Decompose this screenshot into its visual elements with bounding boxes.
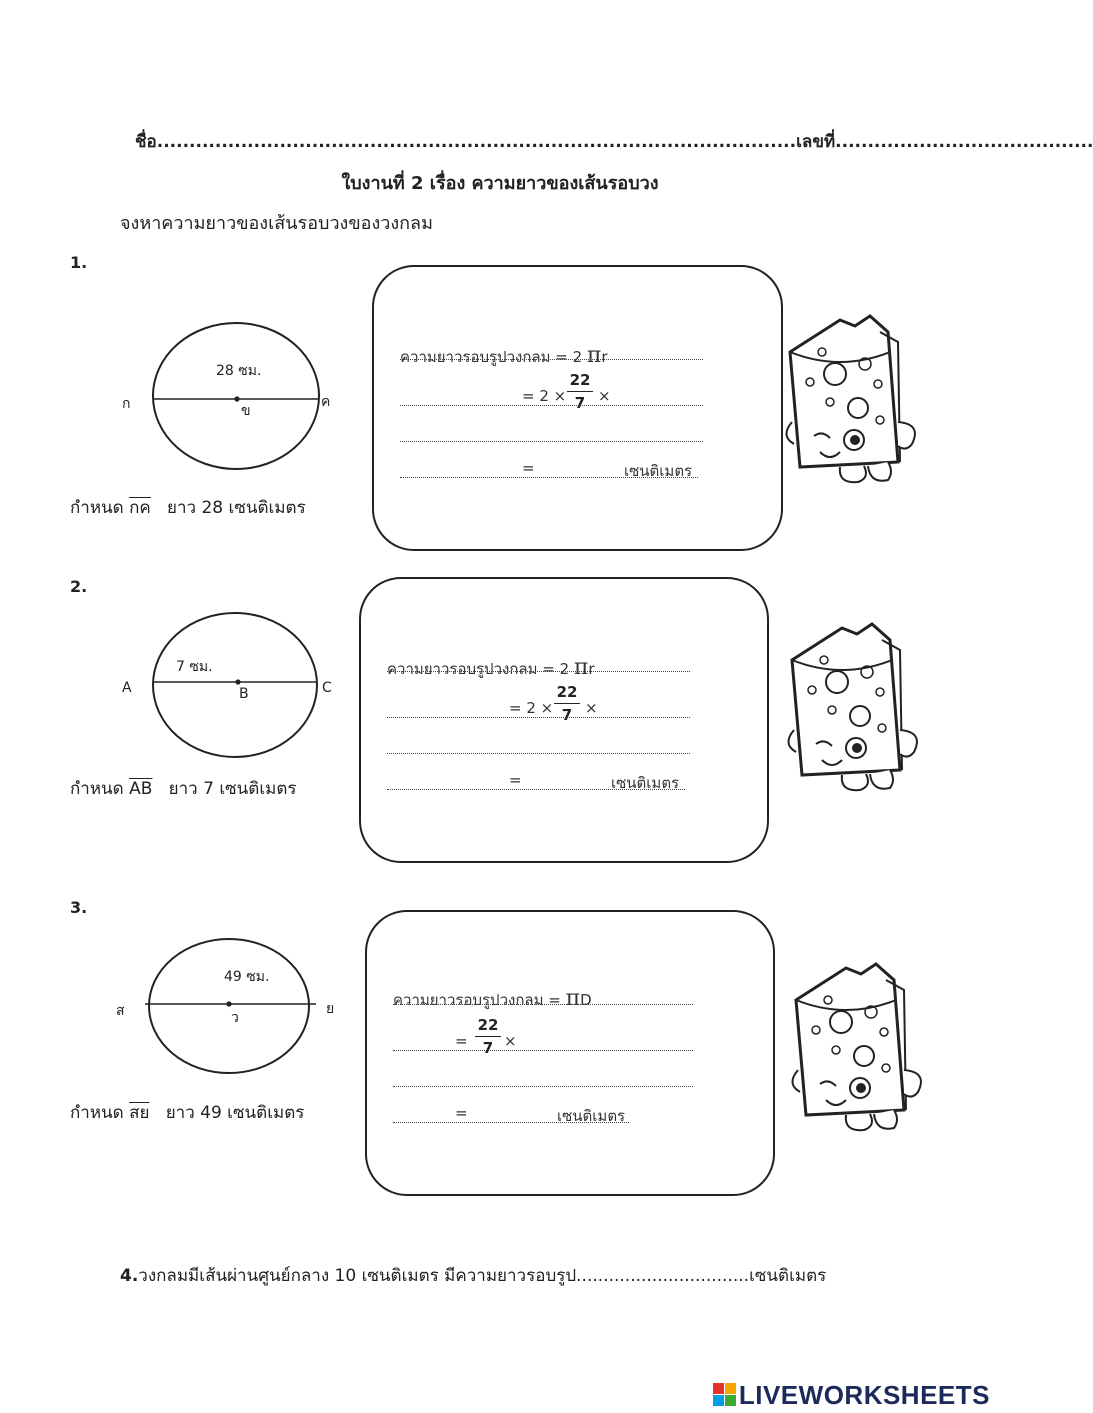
problem-1-fraction: 22 7 [567,371,593,412]
problem-2-step2-suffix: × [585,699,598,717]
question-4-number: 4. [120,1266,139,1286]
problem-3-answer-box [365,910,775,1196]
problem-2-step2-prefix: = 2 × [509,699,554,717]
question-4 [120,1262,826,1289]
cheese-character-3 [786,960,936,1140]
problem-3-segment: สย [129,1103,150,1123]
logo-text: LIVEWORKSHEETS [738,1380,990,1410]
liveworksheets-logo [713,1380,990,1411]
pi-symbol: π [586,343,602,368]
number-dots: ........................................ [835,132,1093,152]
problem-3-left-label: ส [116,1003,125,1019]
problem-2-segment: $\overline{AB}$ [129,779,153,799]
problem-1-step2-suffix: × [598,387,611,405]
question-4-text: วงกลมมีเส้นผ่านศูนย์กลาง 10 เซนติเมตร มีความยาวรอบรูป [138,1266,577,1286]
problem-1-step2-prefix: = 2 × [522,387,567,405]
problem-3-measure: 49 ซม. [224,969,270,985]
problem-1-formula: ความยาวรอบรูปวงกลม = 2 πr [400,343,608,368]
problem-3-result-equals: = [455,1104,468,1122]
problem-2-given: กำหนด $\overline{AB}$ ยาว 7 เซนติเมตร [70,779,297,799]
problem-2-number: 2. [70,577,88,596]
problem-3-step2-suffix: × [504,1032,517,1050]
problem-1-number: 1. [70,253,88,272]
problem-2-result-equals: = [509,771,522,789]
problem-1-right-label: ค [321,394,331,410]
worksheet-title: ใบงานที่ 2 เรื่อง ความยาวของเส้นรอบวง [341,173,659,194]
logo-icon [713,1383,737,1407]
problem-2-fraction: 22 7 [554,683,580,724]
question-4-answer-dots[interactable]: ................................ [576,1266,750,1286]
name-label: ชื่อ [135,132,157,152]
problem-1-segment: กค [129,498,151,518]
problem-3-step2-prefix: = [455,1032,468,1050]
number-label: เลขที่ [796,132,836,152]
problem-3-formula: ความยาวรอบรูปวงกลม = πD [393,986,592,1011]
problem-2-center-label: B [239,686,249,702]
problem-1-result-unit: เซนติเมตร [624,462,693,480]
problem-3-given: กำหนด สย ยาว 49 เซนติเมตร [70,1103,305,1123]
pi-symbol: π [565,986,581,1011]
problem-1-given: กำหนด กค ยาว 28 เซนติเมตร [70,498,306,518]
problem-2-left-label: A [122,680,132,696]
problem-3-right-label: ย [326,1001,335,1017]
name-dots: ................................................................................................... [156,132,797,152]
question-4-unit: เซนติเมตร [749,1266,827,1286]
problem-1-measure: 28 ซม. [216,363,262,379]
problem-1-center-label: ข [241,403,251,419]
problem-2-right-label: C [322,680,332,696]
problem-2-measure: 7 ซม. [176,659,213,675]
pi-symbol: π [573,655,589,680]
problem-1-left-label: ก [122,396,131,412]
problem-3-center-label: ว [231,1010,239,1026]
problem-2-result-unit: เซนติเมตร [611,774,680,792]
problem-2-formula: ความยาวรอบรูปวงกลม = 2 πr [387,655,595,680]
instruction: จงหาความยาวของเส้นรอบวงของวงกลม [120,213,433,234]
problem-3-result-unit: เซนติเมตร [557,1107,626,1125]
problem-3-number: 3. [70,898,88,917]
problem-1-result-equals: = [522,459,535,477]
problem-3-fraction: 22 7 [475,1016,501,1057]
